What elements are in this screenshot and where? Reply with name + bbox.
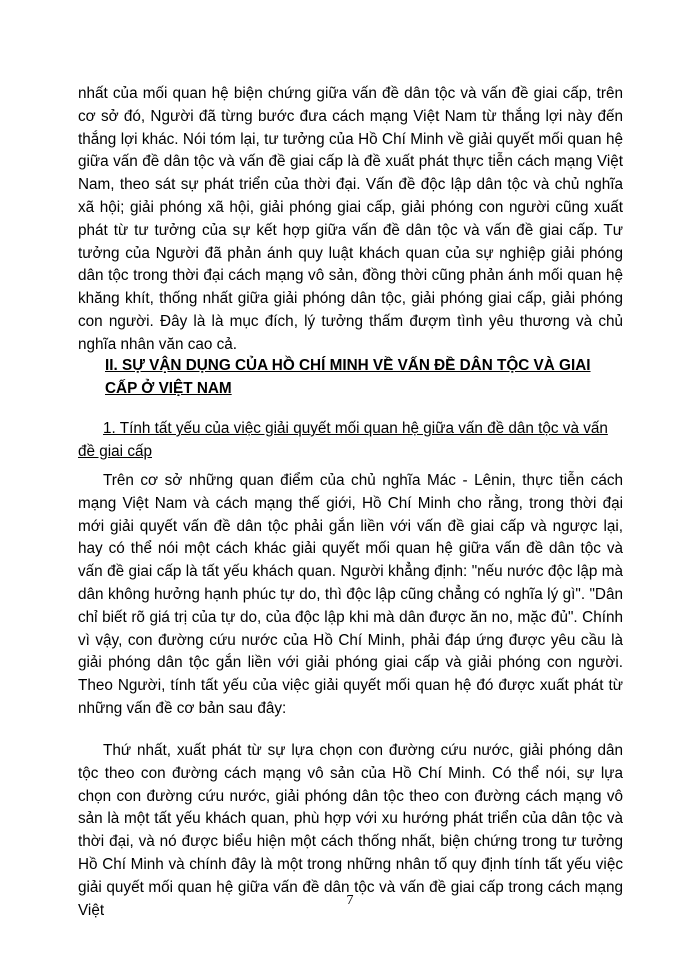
- section-heading: II. SỰ VẬN DỤNG CỦA HỒ CHÍ MINH VỀ VẤN ĐỀ DÂN TỘC VÀ GIAI CẤP Ở VIỆT NAM: [105, 357, 591, 397]
- subsection-heading: [78, 418, 623, 464]
- subsection-heading-text: 1. Tính tất yếu của việc giải quyết mối quan hệ giữa vấn đề dân tộc và vấn đề giai cấp: [78, 420, 608, 460]
- page-number: 7: [346, 893, 354, 908]
- paragraph-1: nhất của mối quan hệ biện chứng giữa vấn đề dân tộc và vấn đề giai cấp, trên cơ sở đó, Người đã từng bước đưa cách mạng Việt Nam từ thắng lợi này đến thắng lợi khác. Nói tóm lại, tư tưởng của Hồ Chí Minh về giải quyết mối quan hệ giữa vấn đề dân tộc và vấn đề giai cấp là đề xuất phát thực tiễn cách mạng Việt Nam, theo sát sự phát triển của thời đại. Vấn đề độc lập dân tộc và chủ nghĩa xã hội; giải phóng xã hội, giải phóng giai cấp, giải phóng con người cũng xuất phát từ tư tưởng của sự kết hợp giữa vấn đề dân tộc và vấn đề giai cấp. Tư tưởng của Người đã phản ánh quy luật khách quan của sự nghiệp giải phóng dân tộc trong thời đại cách mạng vô sản, đồng thời cũng phản ánh mối quan hệ khăng khít, thống nhất giữa giải phóng dân tộc, giải phóng giai cấp, giải phóng con người. Đây là là mục đích, lý tưởng thấm đượm tình yêu thương và chủ nghĩa nhân văn cao cả.: [78, 85, 623, 353]
- paragraph-2: Trên cơ sở những quan điểm của chủ nghĩa Mác - Lênin, thực tiễn cách mạng Việt Nam và cách mạng thế giới, Hồ Chí Minh cho rằng, trong thời đại mới giải quyết vấn đề dân tộc phải gắn liền với vấn đề giai cấp và ngược lại, hay có thể nói một cách khác giải quyết mối quan hệ giữa vấn đề dân tộc và vấn đề giai cấp là tất yếu khách quan. Người khẳng định: "nếu nước độc lập mà dân không hưởng hạnh phúc tự do, thì độc lập cũng chẳng có nghĩa lý gì". "Dân chỉ biết rõ giá trị của tự do, của độc lập khi mà dân được ăn no, mặc đủ". Chính vì vậy, con đường cứu nước của Hồ Chí Minh, phải đáp ứng được yêu cầu là giải phóng dân tộc gắn liền với giải phóng giai cấp và giải phóng con người. Theo Người, tính tất yếu của việc giải quyết mối quan hệ đó được xuất phát từ những vấn đề cơ bản sau đây:: [78, 472, 623, 717]
- paragraph-3: Thứ nhất, xuất phát từ sự lựa chọn con đường cứu nước, giải phóng dân tộc theo con đường cách mạng vô sản của Hồ Chí Minh. Có thể nói, sự lựa chọn con đường cứu nước, giải phóng dân tộc theo con đường cách mạng vô sản là một tất yếu khách quan, phù hợp với xu hướng phát triển của dân tộc và thời đại, và nó được biểu hiện một cách thống nhất, biện chứng trong tư tưởng Hồ Chí Minh và chính đây là một trong những nhân tố quy định tính tất yếu việc giải quyết mối quan hệ giữa vấn đề dân tộc và vấn đề giai cấp trong cách mạng Việt: [78, 742, 623, 919]
